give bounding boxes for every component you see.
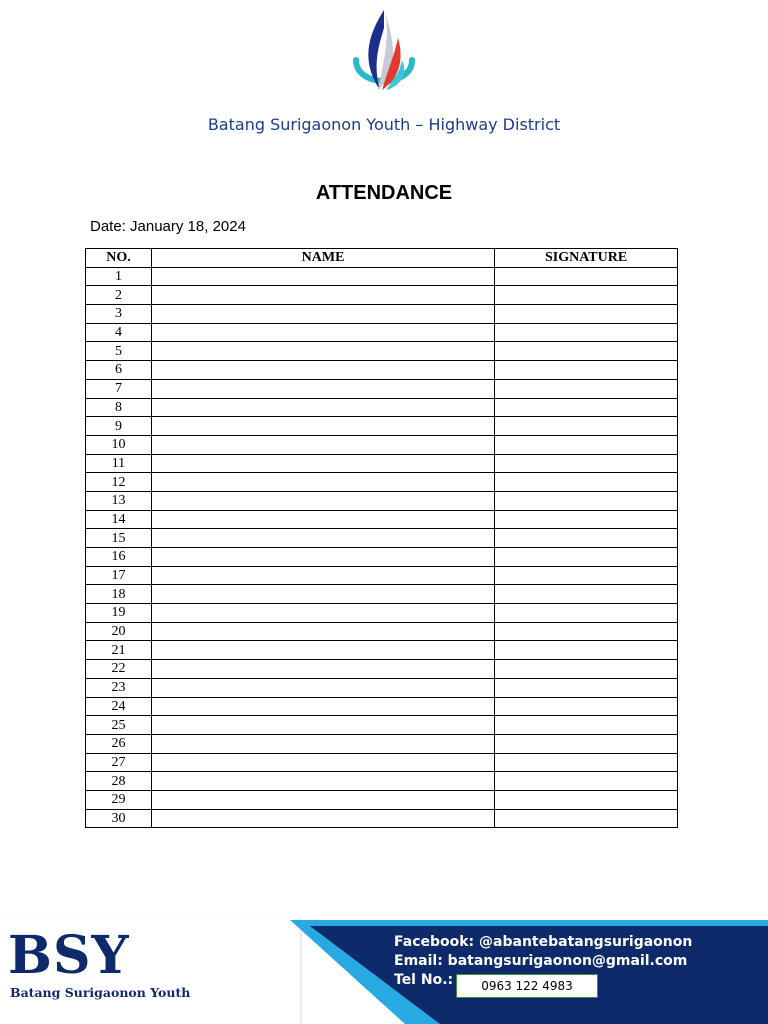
signature-cell[interactable] xyxy=(495,641,678,660)
date-line: Date: January 18, 2024 xyxy=(90,218,246,235)
signature-cell[interactable] xyxy=(495,585,678,604)
signature-cell[interactable] xyxy=(495,809,678,828)
signature-cell[interactable] xyxy=(495,454,678,473)
row-number: 13 xyxy=(86,491,152,510)
row-number: 6 xyxy=(86,361,152,380)
attendance-table xyxy=(85,248,678,828)
row-number: 26 xyxy=(86,734,152,753)
row-number: 15 xyxy=(86,529,152,548)
name-cell[interactable] xyxy=(151,417,494,436)
column-header-name: NAME xyxy=(151,249,494,268)
table-row xyxy=(86,510,678,529)
row-number: 30 xyxy=(86,809,152,828)
name-cell[interactable] xyxy=(151,342,494,361)
row-number: 19 xyxy=(86,604,152,623)
organization-name: Batang Surigaonon Youth – Highway District xyxy=(207,115,561,134)
name-cell[interactable] xyxy=(151,286,494,305)
document-title: ATTENDANCE xyxy=(315,182,453,204)
table-row xyxy=(86,585,678,604)
name-cell[interactable] xyxy=(151,734,494,753)
signature-cell[interactable] xyxy=(495,548,678,567)
table-row xyxy=(86,548,678,567)
table-row xyxy=(86,678,678,697)
signature-cell[interactable] xyxy=(495,604,678,623)
row-number: 7 xyxy=(86,379,152,398)
name-cell[interactable] xyxy=(151,790,494,809)
signature-cell[interactable] xyxy=(495,286,678,305)
signature-cell[interactable] xyxy=(495,622,678,641)
signature-cell[interactable] xyxy=(495,473,678,492)
footer-tel-value: 0963 122 4983 xyxy=(456,974,598,998)
signature-cell[interactable] xyxy=(495,379,678,398)
table-row xyxy=(86,566,678,585)
name-cell[interactable] xyxy=(151,267,494,286)
name-cell[interactable] xyxy=(151,716,494,735)
table-row xyxy=(86,529,678,548)
name-cell[interactable] xyxy=(151,491,494,510)
row-number: 21 xyxy=(86,641,152,660)
table-row xyxy=(86,809,678,828)
signature-cell[interactable] xyxy=(495,716,678,735)
name-cell[interactable] xyxy=(151,678,494,697)
row-number: 22 xyxy=(86,660,152,679)
footer-brand-logo: BSY xyxy=(8,925,130,986)
table-header-row xyxy=(86,249,678,268)
row-number: 18 xyxy=(86,585,152,604)
row-number: 10 xyxy=(86,435,152,454)
row-number: 29 xyxy=(86,790,152,809)
row-number: 3 xyxy=(86,305,152,324)
table-row xyxy=(86,772,678,791)
row-number: 25 xyxy=(86,716,152,735)
signature-cell[interactable] xyxy=(495,529,678,548)
row-number: 4 xyxy=(86,323,152,342)
table-row xyxy=(86,323,678,342)
name-cell[interactable] xyxy=(151,398,494,417)
signature-cell[interactable] xyxy=(495,267,678,286)
signature-cell[interactable] xyxy=(495,566,678,585)
name-cell[interactable] xyxy=(151,548,494,567)
signature-cell[interactable] xyxy=(495,510,678,529)
name-cell[interactable] xyxy=(151,622,494,641)
column-header-signature: SIGNATURE xyxy=(495,249,678,268)
row-number: 1 xyxy=(86,267,152,286)
name-cell[interactable] xyxy=(151,529,494,548)
table-row xyxy=(86,454,678,473)
name-cell[interactable] xyxy=(151,361,494,380)
signature-cell[interactable] xyxy=(495,361,678,380)
table-row xyxy=(86,734,678,753)
footer-email: Email: batangsurigaonon@gmail.com xyxy=(394,953,688,969)
table-row xyxy=(86,342,678,361)
table-row xyxy=(86,491,678,510)
table-row xyxy=(86,604,678,623)
signature-cell[interactable] xyxy=(495,398,678,417)
row-number: 20 xyxy=(86,622,152,641)
name-cell[interactable] xyxy=(151,604,494,623)
signature-cell[interactable] xyxy=(495,697,678,716)
signature-cell[interactable] xyxy=(495,734,678,753)
table-row xyxy=(86,622,678,641)
name-cell[interactable] xyxy=(151,510,494,529)
signature-cell[interactable] xyxy=(495,491,678,510)
table-row xyxy=(86,305,678,324)
table-row xyxy=(86,267,678,286)
row-number: 23 xyxy=(86,678,152,697)
signature-cell[interactable] xyxy=(495,790,678,809)
row-number: 17 xyxy=(86,566,152,585)
name-cell[interactable] xyxy=(151,473,494,492)
table-row xyxy=(86,286,678,305)
row-number: 24 xyxy=(86,697,152,716)
name-cell[interactable] xyxy=(151,566,494,585)
name-cell[interactable] xyxy=(151,435,494,454)
table-row xyxy=(86,379,678,398)
signature-cell[interactable] xyxy=(495,772,678,791)
table-row xyxy=(86,716,678,735)
name-cell[interactable] xyxy=(151,585,494,604)
footer-facebook: Facebook: @abantebatangsurigaonon xyxy=(394,934,693,950)
signature-cell[interactable] xyxy=(495,435,678,454)
name-cell[interactable] xyxy=(151,305,494,324)
table-row xyxy=(86,417,678,436)
row-number: 9 xyxy=(86,417,152,436)
attendance-rows xyxy=(86,267,678,828)
row-number: 2 xyxy=(86,286,152,305)
table-row xyxy=(86,641,678,660)
table-row xyxy=(86,790,678,809)
row-number: 5 xyxy=(86,342,152,361)
name-cell[interactable] xyxy=(151,753,494,772)
table-row xyxy=(86,697,678,716)
signature-cell[interactable] xyxy=(495,342,678,361)
column-header-no: NO. xyxy=(86,249,152,268)
signature-cell[interactable] xyxy=(495,417,678,436)
name-cell[interactable] xyxy=(151,697,494,716)
name-cell[interactable] xyxy=(151,772,494,791)
footer-brand-name: Batang Surigaonon Youth xyxy=(10,985,191,1000)
row-number: 14 xyxy=(86,510,152,529)
signature-cell[interactable] xyxy=(495,753,678,772)
footer-tel-label: Tel No.: xyxy=(394,972,454,988)
table-row xyxy=(86,435,678,454)
name-cell[interactable] xyxy=(151,660,494,679)
row-number: 8 xyxy=(86,398,152,417)
row-number: 27 xyxy=(86,753,152,772)
table-row xyxy=(86,753,678,772)
name-cell[interactable] xyxy=(151,379,494,398)
flame-logo-icon xyxy=(346,8,422,100)
row-number: 28 xyxy=(86,772,152,791)
table-row xyxy=(86,398,678,417)
signature-cell[interactable] xyxy=(495,305,678,324)
name-cell[interactable] xyxy=(151,809,494,828)
name-cell[interactable] xyxy=(151,641,494,660)
row-number: 12 xyxy=(86,473,152,492)
name-cell[interactable] xyxy=(151,323,494,342)
name-cell[interactable] xyxy=(151,454,494,473)
signature-cell[interactable] xyxy=(495,678,678,697)
table-row xyxy=(86,361,678,380)
row-number: 11 xyxy=(86,454,152,473)
row-number: 16 xyxy=(86,548,152,567)
signature-cell[interactable] xyxy=(495,323,678,342)
table-row xyxy=(86,473,678,492)
table-row xyxy=(86,660,678,679)
signature-cell[interactable] xyxy=(495,660,678,679)
